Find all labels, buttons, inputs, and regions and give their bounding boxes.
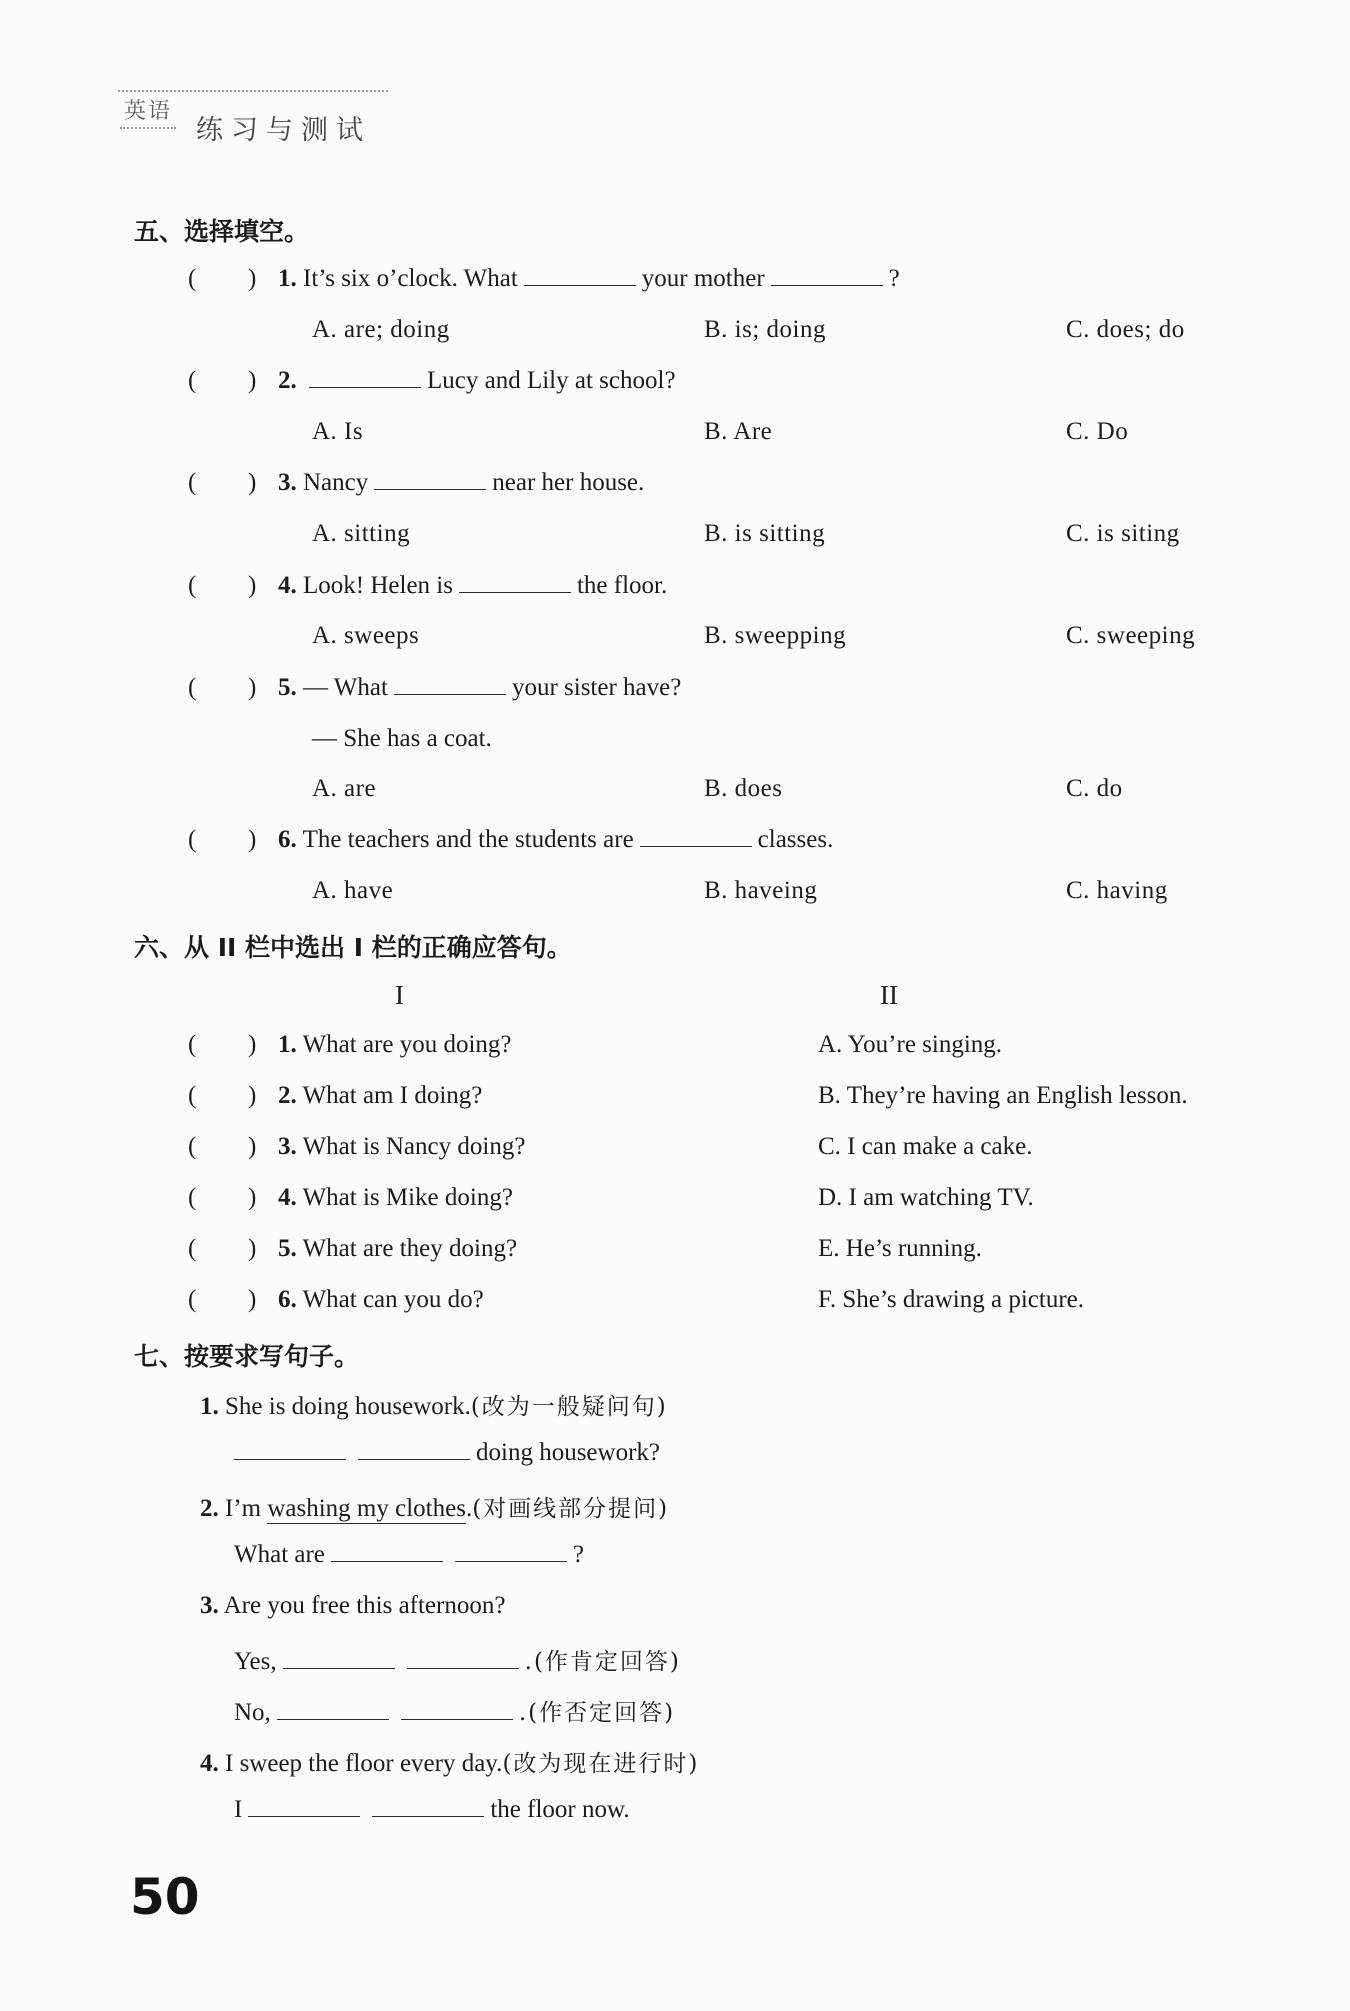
question-text: It’s six o’clock. What bbox=[303, 265, 518, 292]
question-number: 1. bbox=[200, 1393, 219, 1420]
option-a: A. are bbox=[312, 775, 377, 802]
answer-paren-close: ) bbox=[248, 826, 257, 853]
question-5-2 bbox=[278, 367, 676, 395]
answer-text: What are bbox=[234, 1541, 325, 1568]
rewrite-item-4 bbox=[200, 1745, 699, 1778]
question-5-5-line2: — She has a coat. bbox=[312, 725, 492, 752]
instruction-text: (改为一般疑问句) bbox=[470, 1394, 668, 1420]
instruction-text: (改为现在进行时) bbox=[502, 1751, 700, 1777]
answer-blank[interactable] bbox=[331, 1560, 443, 1562]
answer-paren-open: ( bbox=[188, 1031, 197, 1058]
answer-paren-close: ) bbox=[248, 1184, 257, 1211]
question-number: 3. bbox=[200, 1592, 219, 1619]
answer-blank[interactable] bbox=[358, 1458, 470, 1460]
answer-blank[interactable] bbox=[248, 1815, 360, 1817]
question-number: 2. bbox=[278, 1082, 297, 1109]
match-answer-d: D. I am watching TV. bbox=[818, 1184, 1034, 1211]
answer-blank[interactable] bbox=[407, 1667, 519, 1669]
answer-text: Yes, bbox=[234, 1648, 277, 1675]
match-answer-e: E. He’s running. bbox=[818, 1235, 982, 1262]
answer-paren-close: ) bbox=[248, 1082, 257, 1109]
answer-paren-close: ) bbox=[248, 367, 257, 394]
question-text: The teachers and the students are bbox=[302, 826, 634, 853]
answer-blank[interactable] bbox=[455, 1560, 567, 1562]
answer-paren-open: ( bbox=[188, 1133, 197, 1160]
rewrite-item-2 bbox=[200, 1490, 669, 1523]
match-question-3 bbox=[278, 1133, 525, 1161]
option-c: C. sweeping bbox=[1066, 622, 1196, 649]
option-c: C. Do bbox=[1066, 418, 1129, 445]
section-5-title: 五、选择填空。 bbox=[134, 217, 310, 246]
answer-blank[interactable] bbox=[524, 284, 636, 286]
answer-paren-open: ( bbox=[188, 367, 197, 394]
answer-paren-close: ) bbox=[248, 1235, 257, 1262]
option-b: B. sweepping bbox=[704, 622, 847, 649]
answer-text: No, bbox=[234, 1699, 271, 1726]
question-number: 4. bbox=[200, 1750, 219, 1777]
answer-paren-close: ) bbox=[248, 1031, 257, 1058]
question-text: . bbox=[465, 1495, 473, 1522]
question-5-5 bbox=[278, 674, 681, 702]
answer-paren-open: ( bbox=[188, 1286, 197, 1313]
option-c: C. is siting bbox=[1066, 520, 1180, 547]
match-answer-a: A. You’re singing. bbox=[818, 1031, 1003, 1058]
question-text: Nancy bbox=[303, 469, 369, 496]
option-a: A. sweeps bbox=[312, 622, 420, 649]
question-number: 3. bbox=[278, 1133, 297, 1160]
answer-blank[interactable] bbox=[372, 1815, 484, 1817]
column-i-heading: I bbox=[395, 980, 404, 1010]
answer-paren-close: ) bbox=[248, 1286, 257, 1313]
underlined-phrase: washing my clothes bbox=[267, 1495, 466, 1522]
option-c: C. do bbox=[1066, 775, 1123, 802]
answer-blank[interactable] bbox=[640, 845, 752, 847]
question-text: What are you doing? bbox=[302, 1031, 512, 1058]
answer-paren-open: ( bbox=[188, 1184, 197, 1211]
answer-blank[interactable] bbox=[401, 1718, 513, 1720]
answer-paren-open: ( bbox=[188, 826, 197, 853]
answer-text: I bbox=[234, 1796, 243, 1823]
answer-blank[interactable] bbox=[374, 488, 486, 490]
question-number: 2. bbox=[200, 1495, 219, 1522]
match-answer-b: B. They’re having an English lesson. bbox=[818, 1082, 1188, 1109]
question-text: ? bbox=[888, 265, 900, 292]
answer-paren-close: ) bbox=[248, 1133, 257, 1160]
answer-paren-close: ) bbox=[248, 265, 257, 292]
answer-text: ? bbox=[572, 1541, 585, 1568]
answer-blank[interactable] bbox=[771, 284, 883, 286]
question-5-3 bbox=[278, 469, 644, 497]
option-a: A. sitting bbox=[312, 520, 411, 547]
answer-paren-open: ( bbox=[188, 674, 197, 701]
match-answer-c: C. I can make a cake. bbox=[818, 1133, 1033, 1160]
question-text: Lucy and Lily at school? bbox=[427, 367, 676, 394]
question-text: — What bbox=[303, 674, 388, 701]
option-b: B. Are bbox=[704, 418, 773, 445]
option-b: B. is; doing bbox=[704, 316, 826, 343]
question-text: Are you free this afternoon? bbox=[223, 1592, 506, 1619]
question-number: 5. bbox=[278, 674, 297, 701]
match-question-1 bbox=[278, 1031, 512, 1059]
question-text: your mother bbox=[641, 265, 765, 292]
question-number: 3. bbox=[278, 469, 297, 496]
option-b: B. does bbox=[704, 775, 783, 802]
answer-text: doing housework? bbox=[476, 1439, 660, 1466]
section-7-title: 七、按要求写句子。 bbox=[134, 1342, 360, 1371]
answer-paren-open: ( bbox=[188, 265, 197, 292]
question-text: What are they doing? bbox=[302, 1235, 518, 1262]
option-c: C. does; do bbox=[1066, 316, 1185, 343]
answer-blank[interactable] bbox=[394, 693, 506, 695]
question-text: What is Nancy doing? bbox=[302, 1133, 526, 1160]
answer-blank[interactable] bbox=[234, 1458, 346, 1460]
answer-text: the floor now. bbox=[490, 1796, 630, 1823]
question-text: I sweep the floor every day. bbox=[225, 1750, 503, 1777]
subject-label: 英语 bbox=[120, 92, 176, 129]
option-a: A. have bbox=[312, 877, 394, 904]
option-a: A. Is bbox=[312, 418, 364, 445]
page-number: 50 bbox=[130, 1868, 200, 1926]
answer-paren-close: ) bbox=[248, 674, 257, 701]
question-text: Look! Helen is bbox=[303, 572, 453, 599]
match-question-4 bbox=[278, 1184, 513, 1212]
answer-blank[interactable] bbox=[277, 1718, 389, 1720]
question-number: 1. bbox=[278, 265, 297, 292]
instruction-text: (对画线部分提问) bbox=[472, 1496, 670, 1522]
match-question-6 bbox=[278, 1286, 484, 1314]
instruction-text: .(作肯定回答) bbox=[524, 1649, 681, 1675]
answer-blank[interactable] bbox=[283, 1667, 395, 1669]
question-number: 6. bbox=[278, 1286, 297, 1313]
rewrite-answer-2 bbox=[234, 1541, 584, 1569]
rewrite-answer-3-yes bbox=[234, 1643, 681, 1676]
option-c: C. having bbox=[1066, 877, 1168, 904]
section-6-title: 六、从 II 栏中选出 I 栏的正确应答句。 bbox=[134, 933, 572, 962]
match-question-5 bbox=[278, 1235, 517, 1263]
option-b: B. haveing bbox=[704, 877, 818, 904]
question-number: 5. bbox=[278, 1235, 297, 1262]
question-number: 2. bbox=[278, 367, 297, 394]
option-b: B. is sitting bbox=[704, 520, 826, 547]
answer-paren-close: ) bbox=[248, 572, 257, 599]
question-text: classes. bbox=[757, 826, 834, 853]
book-title: 练习与测试 bbox=[196, 115, 371, 146]
rewrite-answer-3-no bbox=[234, 1694, 675, 1727]
answer-blank[interactable] bbox=[309, 386, 421, 388]
column-ii-heading: II bbox=[880, 980, 898, 1010]
question-text: I’m bbox=[225, 1495, 262, 1522]
question-text: What am I doing? bbox=[302, 1082, 483, 1109]
instruction-text: .(作否定回答) bbox=[518, 1700, 676, 1726]
question-5-1 bbox=[278, 265, 900, 293]
option-a: A. are; doing bbox=[312, 316, 450, 343]
question-5-4 bbox=[278, 572, 667, 600]
question-number: 4. bbox=[278, 572, 297, 599]
rewrite-item-1 bbox=[200, 1388, 668, 1421]
question-5-6 bbox=[278, 826, 833, 854]
match-question-2 bbox=[278, 1082, 482, 1110]
question-text: She is doing housework. bbox=[225, 1393, 471, 1420]
rewrite-answer-4 bbox=[234, 1796, 630, 1824]
answer-blank[interactable] bbox=[459, 591, 571, 593]
match-answer-f: F. She’s drawing a picture. bbox=[818, 1286, 1085, 1313]
question-text: near her house. bbox=[492, 469, 645, 496]
question-text: What can you do? bbox=[302, 1286, 484, 1313]
question-text: What is Mike doing? bbox=[302, 1184, 513, 1211]
answer-paren-open: ( bbox=[188, 1082, 197, 1109]
question-number: 6. bbox=[278, 826, 297, 853]
rewrite-answer-1 bbox=[234, 1439, 660, 1467]
question-number: 1. bbox=[278, 1031, 297, 1058]
question-text: your sister have? bbox=[511, 674, 682, 701]
answer-paren-close: ) bbox=[248, 469, 257, 496]
rewrite-item-3 bbox=[200, 1592, 505, 1620]
answer-paren-open: ( bbox=[188, 572, 197, 599]
question-number: 4. bbox=[278, 1184, 297, 1211]
answer-paren-open: ( bbox=[188, 1235, 197, 1262]
answer-paren-open: ( bbox=[188, 469, 197, 496]
question-text: the floor. bbox=[576, 572, 668, 599]
